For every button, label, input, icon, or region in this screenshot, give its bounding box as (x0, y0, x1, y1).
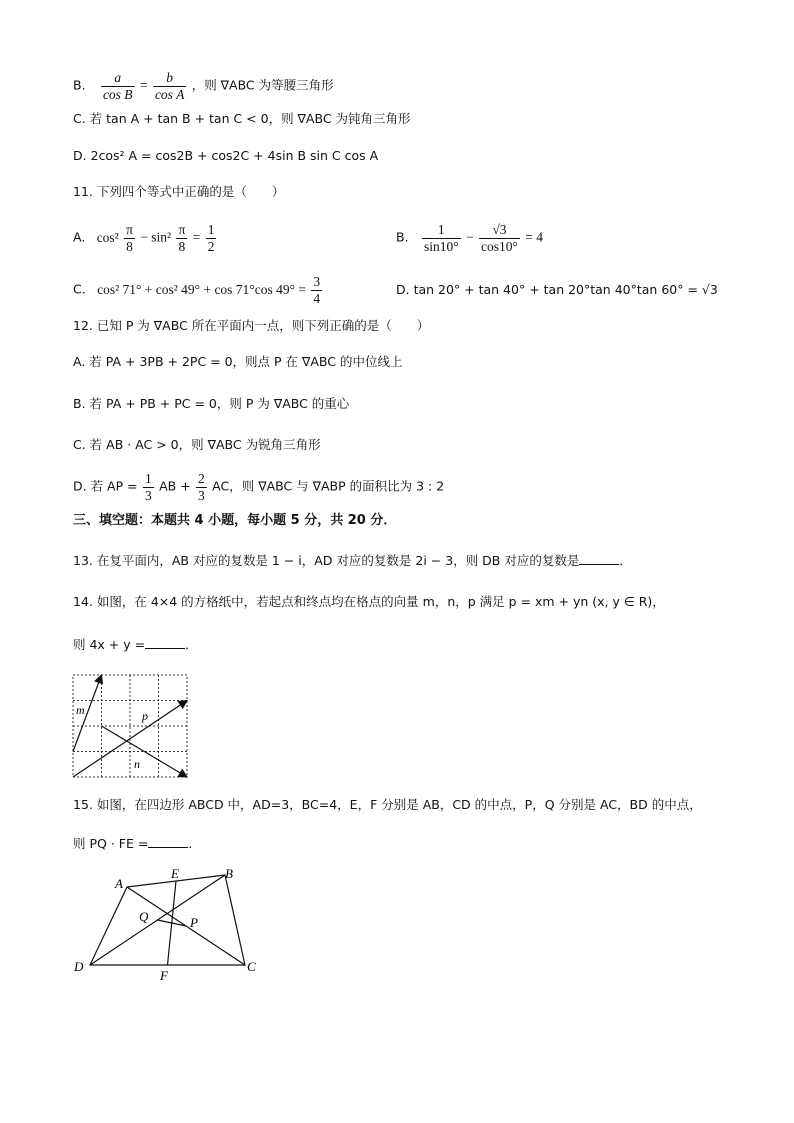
numerator: 1 (422, 222, 461, 239)
math-text: = 4 (525, 229, 543, 245)
denominator: 8 (178, 239, 186, 254)
numerator: π (126, 222, 133, 237)
label-p: P (190, 915, 198, 930)
option-label: B. (396, 229, 409, 245)
question-14: 14. 如图，在 4×4 的方格纸中，若起点和终点均在格点的向量 m，n，p 满足 p = xm + yn (x, y ∈ R)， (73, 594, 665, 609)
fraction (422, 222, 461, 255)
question-text: 13. 在复平面内，AB 对应的复数是 1 − i，AD 对应的复数是 2i − 3，则 DB 对应的复数是 (73, 553, 580, 568)
label-a: A (115, 876, 123, 891)
fraction (101, 70, 135, 103)
option-12a: A. 若 PA + 3PB + 2PC = 0，则点 P 在 ∇ABC 的中位线上 (73, 354, 403, 369)
minus-sign: − (465, 229, 474, 245)
option-11a (73, 222, 218, 255)
option-11c (73, 274, 324, 307)
question-text: 则 PQ · FE = (73, 836, 149, 851)
denominator: 3 (198, 488, 205, 503)
option-text: D. 若 AP = (73, 478, 138, 494)
numerator: b (153, 70, 186, 87)
question-text: 则 4x + y = (73, 637, 146, 652)
numerator: 1 (207, 222, 215, 237)
denominator: 2 (207, 239, 215, 254)
question-15-line2 (73, 833, 201, 854)
denominator: cos A (154, 87, 185, 102)
math-text: cos² 71° + cos² 49° + cos 71°cos 49° = (97, 281, 306, 297)
denominator: 3 (144, 488, 152, 503)
answer-blank[interactable] (145, 634, 185, 649)
option-10c: C. 若 tan A + tan B + tan C < 0，则 ∇ABC 为钝角三角形 (73, 111, 411, 126)
numerator: √3 (479, 222, 520, 239)
option-10d: D. 2cos² A = cos2B + cos2C + 4sin B sin C cos A (73, 148, 379, 163)
fraction (479, 222, 520, 255)
question-15: 15. 如图，在四边形 ABCD 中，AD=3，BC=4，E，F 分别是 AB，CD 的中点，P，Q 分别是 AC，BD 的中点， (73, 797, 702, 812)
denominator: cos B (102, 87, 133, 102)
fraction (196, 471, 207, 504)
denominator: 4 (313, 291, 321, 306)
label-f: F (160, 968, 168, 983)
question-14-line2 (73, 634, 198, 655)
label-m: m (76, 703, 85, 717)
punctuation: ． (188, 836, 201, 851)
label-p: p (142, 709, 148, 723)
numerator: a (101, 70, 135, 87)
fraction (176, 222, 187, 255)
equals-sign: = (139, 77, 148, 93)
option-label: C. (73, 281, 86, 297)
punctuation: ． (619, 553, 632, 568)
numerator: 1 (144, 471, 152, 486)
label-c: C (247, 959, 256, 974)
quadrilateral-abcd (90, 875, 245, 965)
question-12-stem: 12. 已知 P 为 ∇ABC 所在平面内一点，则下列正确的是（ ） (73, 318, 430, 333)
question-13 (73, 550, 632, 571)
denominator: cos10° (480, 239, 518, 254)
option-10b (73, 70, 334, 103)
option-label: B. (73, 77, 86, 93)
section-heading: 三、填空题：本题共 4 小题，每小题 5 分，共 20 分． (73, 513, 397, 528)
answer-blank[interactable] (148, 833, 188, 848)
grid-figure (70, 672, 190, 780)
option-text: AC，则 ∇ABC 与 ∇ABP 的面积比为 3 : 2 (212, 478, 445, 494)
option-text: ，则 ∇ABC 为等腰三角形 (191, 77, 334, 93)
label-e: E (171, 866, 179, 881)
numerator: 3 (313, 274, 321, 289)
option-12d (73, 471, 444, 504)
label-q: Q (139, 909, 149, 924)
quadrilateral-figure (70, 860, 270, 985)
label-n: n (134, 757, 140, 771)
math-text: − sin² (140, 229, 172, 245)
option-11d: D. tan 20° + tan 40° + tan 20°tan 40°tan 60° = √3 (396, 282, 718, 297)
numerator: 2 (198, 471, 205, 486)
math-text: cos² (96, 229, 119, 245)
question-11-stem: 11. 下列四个等式中正确的是（ ） (73, 184, 285, 199)
fraction (311, 274, 322, 307)
option-12c: C. 若 AB · AC > 0，则 ∇ABC 为锐角三角形 (73, 437, 321, 452)
option-label: A. (73, 229, 86, 245)
denominator: 8 (126, 239, 133, 254)
option-12b: B. 若 PA + PB + PC = 0，则 P 为 ∇ABC 的重心 (73, 396, 350, 411)
fraction (153, 70, 186, 103)
fraction (143, 471, 154, 504)
grid-lines (73, 675, 187, 777)
punctuation: ． (185, 637, 198, 652)
answer-blank[interactable] (579, 550, 619, 565)
label-b: B (225, 866, 233, 881)
label-d: D (74, 959, 84, 974)
fraction (206, 222, 217, 255)
option-11b (396, 222, 543, 255)
fraction (124, 222, 135, 255)
equals-sign: = (192, 229, 201, 245)
math-text: AB + (159, 478, 191, 494)
denominator: sin10° (423, 239, 459, 254)
numerator: π (178, 222, 186, 237)
